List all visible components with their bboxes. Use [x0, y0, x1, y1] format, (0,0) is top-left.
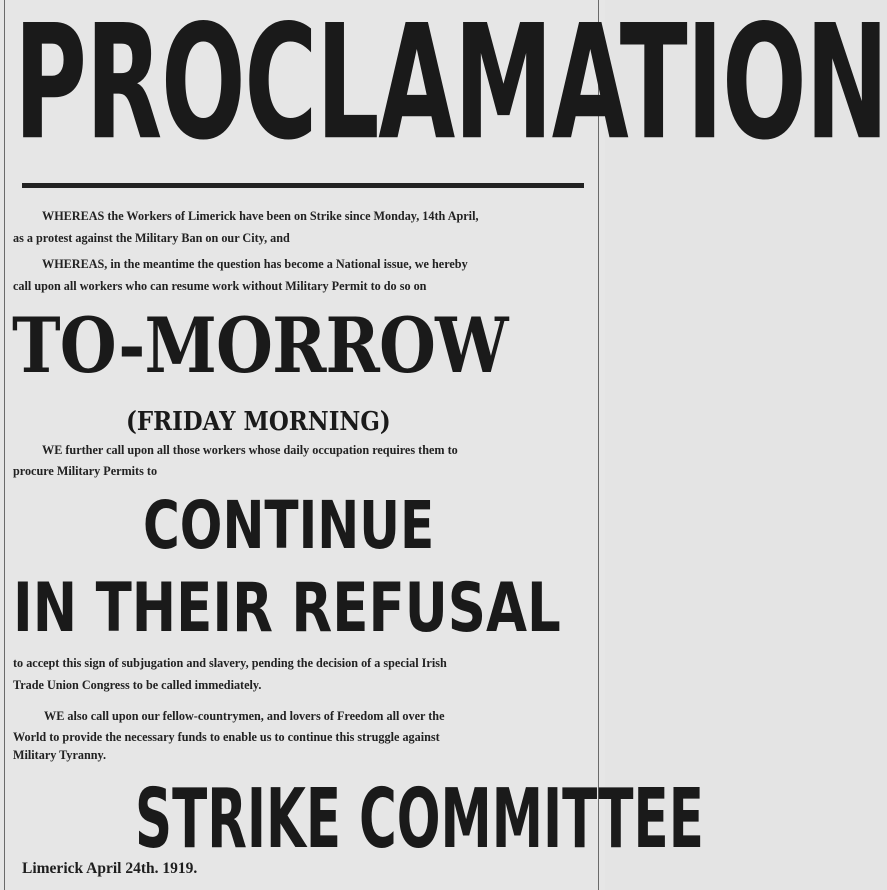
- whereas-2-line2: call upon all workers who can resume work without Military Permit to do so on: [13, 279, 427, 293]
- also-line2: World to provide the necessary funds to enable us to continue this struggle against: [13, 730, 440, 744]
- whereas-2-line1: WHEREAS, in the meantime the question has become a National issue, we hereby: [42, 257, 468, 271]
- left-border: [4, 0, 5, 890]
- poster-title: PROCLAMATION: [14, 0, 887, 175]
- accept-line1: to accept this sign of subjugation and slavery, pending the decision of a special Irish: [13, 656, 447, 670]
- friday-subheadline: (FRIDAY MORNING): [126, 407, 391, 437]
- continue-headline: CONTINUE: [143, 487, 435, 564]
- whereas-1-line1: WHEREAS the Workers of Limerick have been on Strike since Monday, 14th April,: [42, 209, 479, 223]
- accept-line2: Trade Union Congress to be called immediately.: [13, 678, 262, 692]
- refusal-headline: IN THEIR REFUSAL: [13, 569, 561, 648]
- also-line1: WE also call upon our fellow-countrymen, and lovers of Freedom all over the: [44, 709, 445, 723]
- title-rule: [22, 183, 584, 188]
- further-line2: procure Military Permits to: [13, 464, 158, 478]
- tomorrow-headline: TO-MORROW: [12, 301, 508, 390]
- whereas-1-line2: as a protest against the Military Ban on our City, and: [13, 231, 290, 245]
- also-line3: Military Tyranny.: [13, 748, 106, 762]
- further-line1: WE further call upon all those workers whose daily occupation requires them to: [42, 443, 458, 457]
- signature-line: Limerick April 24th. 1919.: [22, 860, 198, 877]
- strike-committee-headline: STRIKE COMMITTEE: [135, 772, 704, 867]
